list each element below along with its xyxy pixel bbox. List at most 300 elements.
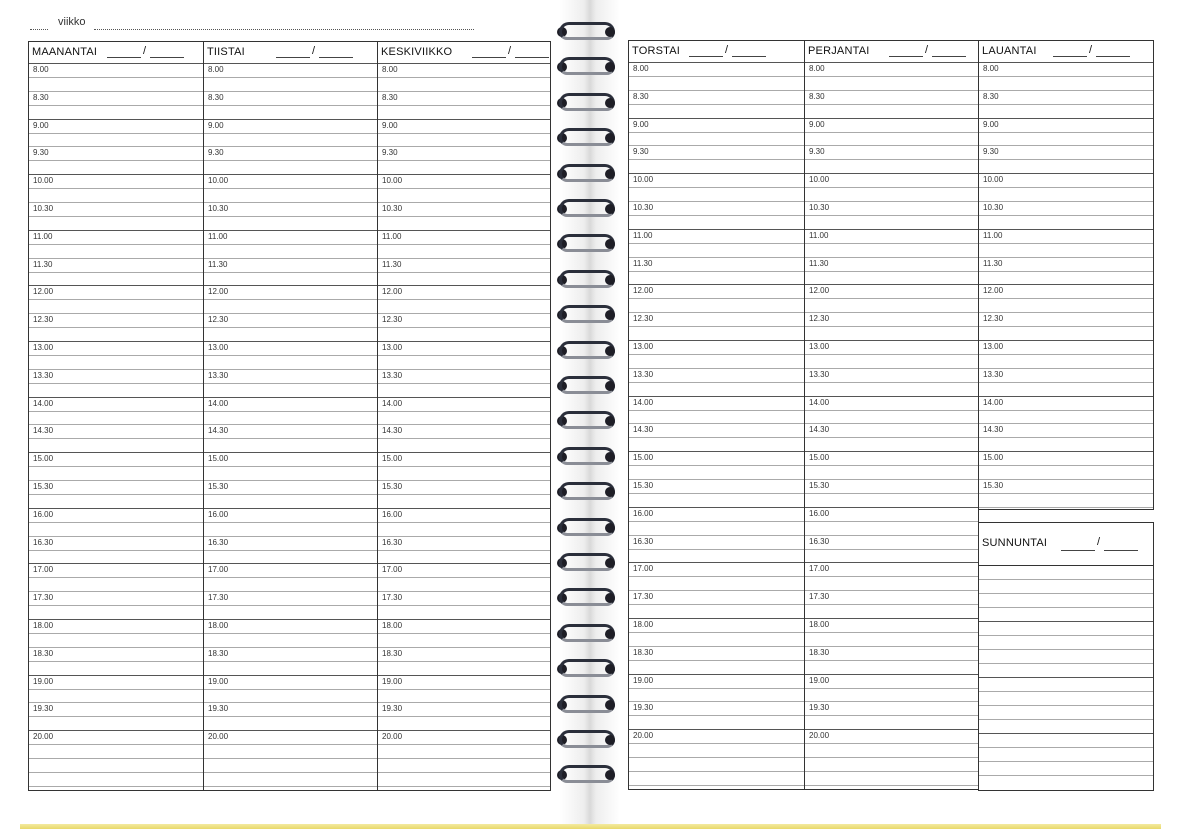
spiral-ring	[555, 480, 619, 504]
date-day-blank[interactable]	[1053, 56, 1087, 57]
time-slot-line	[805, 479, 978, 480]
time-label: 15.30	[33, 482, 54, 491]
time-slot-line	[805, 674, 978, 675]
writing-line	[29, 355, 203, 356]
writing-line	[29, 438, 203, 439]
writing-line	[629, 576, 804, 577]
writing-line	[29, 244, 203, 245]
day-column[interactable]	[203, 41, 378, 791]
time-slot-line	[805, 340, 978, 341]
time-label: 12.30	[633, 314, 654, 324]
time-label: 18.00	[809, 620, 830, 629]
time-slot-line	[629, 646, 804, 647]
time-slot-line	[979, 340, 1153, 341]
punch-hole	[605, 452, 615, 462]
day-column[interactable]	[978, 40, 1154, 510]
time-slot-line	[805, 701, 978, 702]
writing-line	[805, 104, 978, 105]
time-slot-line	[979, 229, 1153, 230]
time-label: 13.00	[633, 342, 654, 351]
date-month-blank[interactable]	[1104, 550, 1138, 551]
time-label: 16.30	[208, 537, 229, 547]
writing-line	[979, 493, 1153, 494]
time-label: 10.00	[633, 175, 654, 185]
day-column[interactable]	[804, 40, 979, 790]
writing-line	[29, 466, 203, 467]
spiral-ring	[555, 339, 619, 363]
writing-line	[629, 549, 804, 550]
time-slot-line	[378, 424, 550, 425]
time-slot-line	[805, 62, 978, 63]
time-label: 12.00	[983, 286, 1004, 296]
punch-hole	[605, 346, 615, 356]
time-label: 11.00	[983, 230, 1003, 240]
writing-line	[979, 437, 1153, 438]
time-label: 8.30	[809, 91, 825, 101]
writing-line	[204, 689, 377, 690]
time-slot-line	[204, 119, 377, 120]
time-slot-line	[629, 229, 804, 230]
writing-line	[204, 77, 377, 78]
writing-line	[378, 744, 550, 745]
writing-line	[805, 771, 978, 772]
date-day-blank[interactable]	[107, 57, 141, 58]
time-label: 14.00	[33, 398, 54, 408]
time-label: 13.00	[33, 343, 54, 352]
writing-line	[979, 593, 1153, 594]
time-label: 12.00	[208, 287, 229, 297]
time-label: 18.30	[33, 648, 54, 658]
writing-line	[805, 757, 978, 758]
writing-line	[29, 383, 203, 384]
time-label: 15.00	[382, 454, 403, 464]
spiral-ring	[555, 55, 619, 79]
time-slot-line	[629, 368, 804, 369]
time-label: 13.30	[983, 369, 1004, 379]
time-label: 17.00	[33, 565, 54, 575]
time-slot-line	[629, 173, 804, 174]
time-slot-line	[204, 647, 377, 648]
time-label: 10.00	[382, 176, 403, 186]
time-label: 19.00	[382, 676, 403, 686]
writing-line	[805, 521, 978, 522]
time-label: 9.00	[382, 120, 398, 130]
punch-hole	[605, 169, 615, 179]
date-day-blank[interactable]	[889, 56, 923, 57]
time-label: 9.00	[809, 119, 825, 129]
time-slot-line	[629, 729, 804, 730]
date-month-blank[interactable]	[319, 57, 353, 58]
time-label: 11.30	[33, 259, 53, 269]
day-column[interactable]	[628, 40, 805, 790]
spiral-ring	[555, 693, 619, 717]
spiral-ring	[555, 232, 619, 256]
time-slot-line	[629, 423, 804, 424]
time-slot-line	[805, 507, 978, 508]
spiral-ring	[555, 586, 619, 610]
writing-line	[378, 327, 550, 328]
time-label: 17.30	[633, 592, 654, 602]
time-label: 14.00	[809, 397, 830, 407]
time-label: 10.30	[208, 204, 229, 213]
time-label: 13.00	[208, 343, 229, 352]
time-slot-line	[204, 591, 377, 592]
time-label: 17.00	[809, 564, 830, 574]
time-slot-line	[979, 62, 1153, 63]
punch-hole	[605, 523, 615, 533]
time-label: 12.00	[382, 287, 403, 297]
time-slot-line	[29, 591, 203, 592]
time-slot-line	[29, 63, 203, 64]
date-day-blank[interactable]	[472, 57, 506, 58]
time-label: 11.00	[633, 230, 653, 240]
date-month-blank[interactable]	[1096, 56, 1130, 57]
writing-line	[29, 216, 203, 217]
writing-line	[805, 465, 978, 466]
date-day-blank[interactable]	[1061, 550, 1095, 551]
writing-line	[979, 649, 1153, 650]
writing-line	[805, 715, 978, 716]
writing-line	[204, 772, 377, 773]
writing-line	[378, 772, 550, 773]
time-slot-line	[979, 118, 1153, 119]
writing-line	[979, 271, 1153, 272]
date-separator: /	[508, 45, 512, 57]
time-label: 11.30	[983, 258, 1003, 268]
writing-line	[378, 466, 550, 467]
time-label: 17.00	[382, 565, 403, 575]
time-label: 14.00	[208, 398, 229, 408]
time-slot-line	[204, 397, 377, 398]
time-label: 8.00	[33, 65, 49, 74]
time-slot-line	[204, 452, 377, 453]
time-slot-line	[29, 91, 203, 92]
time-label: 9.30	[382, 148, 398, 158]
time-slot-line	[204, 480, 377, 481]
time-label: 18.30	[382, 648, 403, 658]
time-slot-line	[805, 201, 978, 202]
day-column[interactable]	[28, 41, 204, 791]
writing-line	[629, 132, 804, 133]
writing-line	[629, 104, 804, 105]
time-label: 10.30	[983, 203, 1004, 212]
writing-line	[378, 605, 550, 606]
week-field[interactable]	[30, 16, 474, 34]
writing-line	[805, 410, 978, 411]
writing-line	[979, 382, 1153, 383]
time-label: 14.00	[382, 398, 403, 408]
time-slot-line	[29, 341, 203, 342]
writing-line	[805, 271, 978, 272]
time-slot-line	[29, 258, 203, 259]
time-slot-line	[805, 451, 978, 452]
time-label: 13.30	[33, 370, 54, 380]
writing-line	[979, 159, 1153, 160]
time-slot-line	[204, 313, 377, 314]
time-label: 14.30	[382, 426, 403, 436]
writing-line	[805, 76, 978, 77]
time-label: 16.30	[382, 537, 403, 547]
time-slot-line	[378, 63, 550, 64]
writing-line	[204, 355, 377, 356]
date-separator: /	[143, 45, 147, 57]
time-label: 15.30	[208, 482, 229, 491]
writing-line	[979, 243, 1153, 244]
writing-line	[979, 677, 1153, 678]
writing-line	[204, 786, 377, 787]
time-slot-line	[29, 508, 203, 509]
time-label: 16.00	[809, 508, 830, 518]
spiral-ring	[555, 409, 619, 433]
writing-line	[629, 159, 804, 160]
date-month-blank[interactable]	[932, 56, 966, 57]
writing-line	[204, 438, 377, 439]
spiral-ring	[555, 728, 619, 752]
time-slot-line	[378, 258, 550, 259]
writing-line	[979, 775, 1153, 776]
spiral-ring	[555, 268, 619, 292]
day-name: SUNNUNTAI	[982, 537, 1048, 549]
time-slot-line	[979, 173, 1153, 174]
writing-line	[204, 661, 377, 662]
writing-line	[29, 494, 203, 495]
time-slot-line	[378, 146, 550, 147]
time-label: 15.00	[983, 453, 1004, 463]
date-month-blank[interactable]	[732, 56, 766, 57]
time-label: 15.00	[809, 453, 830, 463]
spiral-ring	[555, 303, 619, 327]
writing-line	[204, 577, 377, 578]
writing-line	[378, 494, 550, 495]
punch-hole	[605, 27, 615, 37]
time-label: 10.30	[382, 204, 403, 213]
spiral-ring	[555, 551, 619, 575]
date-month-blank[interactable]	[515, 57, 549, 58]
writing-line	[204, 494, 377, 495]
time-slot-line	[629, 284, 804, 285]
writing-line	[805, 604, 978, 605]
writing-line	[204, 244, 377, 245]
time-slot-line	[29, 536, 203, 537]
time-label: 13.00	[809, 342, 830, 351]
time-slot-line	[629, 451, 804, 452]
writing-line	[805, 743, 978, 744]
time-label: 10.00	[33, 176, 54, 186]
time-slot-line	[805, 535, 978, 536]
spiral-ring	[555, 445, 619, 469]
time-slot-line	[805, 368, 978, 369]
writing-line	[29, 605, 203, 606]
writing-line	[29, 188, 203, 189]
time-slot-line	[378, 619, 550, 620]
time-label: 19.30	[382, 704, 403, 714]
time-slot-line	[204, 536, 377, 537]
writing-line	[805, 660, 978, 661]
time-slot-line	[629, 618, 804, 619]
time-slot-line	[378, 647, 550, 648]
time-label: 11.00	[33, 231, 53, 241]
writing-line	[204, 299, 377, 300]
time-label: 9.00	[633, 119, 649, 129]
time-label: 17.00	[633, 564, 654, 574]
time-label: 15.30	[633, 481, 654, 490]
time-slot-line	[629, 62, 804, 63]
time-label: 12.30	[33, 315, 54, 325]
time-label: 14.30	[983, 425, 1004, 435]
time-slot-line	[378, 480, 550, 481]
punch-hole	[605, 735, 615, 745]
date-separator: /	[312, 45, 316, 57]
time-slot-line	[204, 174, 377, 175]
time-label: 19.00	[633, 675, 654, 685]
date-day-blank[interactable]	[689, 56, 723, 57]
writing-line	[378, 550, 550, 551]
time-label: 18.00	[382, 621, 403, 630]
writing-line	[378, 133, 550, 134]
punch-hole	[605, 558, 615, 568]
time-label: 10.00	[983, 175, 1004, 185]
time-label: 10.30	[633, 203, 654, 212]
writing-line	[29, 786, 203, 787]
time-slot-line	[378, 119, 550, 120]
time-label: 8.30	[633, 91, 649, 101]
writing-line	[805, 437, 978, 438]
time-slot-line	[204, 91, 377, 92]
time-slot-line	[629, 90, 804, 91]
time-slot-line	[378, 730, 550, 731]
time-slot-line	[629, 562, 804, 563]
writing-line	[805, 132, 978, 133]
time-slot-line	[805, 423, 978, 424]
writing-line	[378, 105, 550, 106]
time-label: 8.30	[208, 92, 224, 102]
date-day-blank[interactable]	[276, 57, 310, 58]
writing-line	[378, 160, 550, 161]
time-slot-line	[629, 340, 804, 341]
time-label: 15.00	[33, 454, 54, 464]
time-label: 16.30	[33, 537, 54, 547]
time-label: 13.30	[633, 369, 654, 379]
writing-line	[378, 758, 550, 759]
writing-line	[378, 716, 550, 717]
writing-line	[805, 159, 978, 160]
time-label: 15.30	[382, 482, 403, 491]
time-slot-line	[378, 397, 550, 398]
spiral-ring	[555, 516, 619, 540]
time-label: 13.30	[382, 370, 403, 380]
time-label: 16.00	[382, 509, 403, 519]
time-slot-line	[805, 229, 978, 230]
writing-line	[204, 160, 377, 161]
time-label: 15.00	[208, 454, 229, 464]
time-slot-line	[629, 701, 804, 702]
writing-line	[378, 77, 550, 78]
time-slot-line	[979, 201, 1153, 202]
time-slot-line	[204, 702, 377, 703]
writing-line	[629, 326, 804, 327]
time-slot-line	[378, 702, 550, 703]
time-label: 14.30	[809, 425, 830, 435]
time-slot-line	[29, 424, 203, 425]
writing-line	[629, 437, 804, 438]
time-slot-line	[204, 424, 377, 425]
writing-line	[29, 299, 203, 300]
time-label: 12.30	[983, 314, 1004, 324]
time-slot-line	[29, 563, 203, 564]
writing-line	[805, 688, 978, 689]
writing-line	[204, 133, 377, 134]
time-slot-line	[29, 146, 203, 147]
time-label: 17.30	[382, 593, 403, 603]
time-label: 18.00	[33, 621, 54, 630]
time-slot-line	[805, 618, 978, 619]
time-label: 14.30	[633, 425, 654, 435]
spiral-ring	[555, 126, 619, 150]
time-slot-line	[29, 647, 203, 648]
date-month-blank[interactable]	[150, 57, 184, 58]
time-slot-line	[979, 479, 1153, 480]
date-separator: /	[725, 44, 729, 56]
time-label: 9.00	[208, 120, 224, 130]
writing-line	[979, 507, 1153, 508]
date-separator: /	[1097, 536, 1101, 548]
time-slot-line	[805, 646, 978, 647]
punch-hole	[605, 204, 615, 214]
time-label: 8.30	[983, 91, 999, 101]
writing-line	[204, 272, 377, 273]
writing-line	[204, 411, 377, 412]
time-label: 11.30	[382, 259, 402, 269]
writing-line	[204, 327, 377, 328]
writing-line	[805, 785, 978, 786]
date-separator: /	[925, 44, 929, 56]
time-label: 11.00	[809, 230, 829, 240]
writing-line	[805, 354, 978, 355]
writing-line	[629, 771, 804, 772]
time-label: 14.30	[33, 426, 54, 436]
writing-line	[204, 716, 377, 717]
time-label: 17.30	[809, 592, 830, 602]
time-label: 8.00	[983, 64, 999, 73]
writing-line	[629, 493, 804, 494]
time-label: 19.00	[33, 676, 54, 686]
writing-line	[378, 411, 550, 412]
time-label: 8.00	[208, 65, 224, 74]
time-label: 13.00	[983, 342, 1004, 351]
punch-hole	[605, 275, 615, 285]
time-slot-line	[378, 174, 550, 175]
writing-line	[629, 632, 804, 633]
time-label: 11.00	[382, 231, 402, 241]
time-slot-line	[29, 675, 203, 676]
date-separator: /	[1089, 44, 1093, 56]
time-label: 16.30	[809, 536, 830, 546]
time-label: 13.30	[208, 370, 229, 380]
writing-line	[629, 743, 804, 744]
writing-line	[204, 550, 377, 551]
time-slot-line	[29, 369, 203, 370]
time-label: 9.30	[33, 148, 49, 158]
writing-line	[629, 354, 804, 355]
time-slot-line	[204, 285, 377, 286]
writing-line	[629, 76, 804, 77]
time-slot-line	[29, 313, 203, 314]
time-label: 10.30	[809, 203, 830, 212]
time-slot-line	[204, 146, 377, 147]
sunday-column[interactable]	[978, 522, 1154, 791]
writing-line	[979, 187, 1153, 188]
day-column[interactable]	[377, 41, 551, 791]
